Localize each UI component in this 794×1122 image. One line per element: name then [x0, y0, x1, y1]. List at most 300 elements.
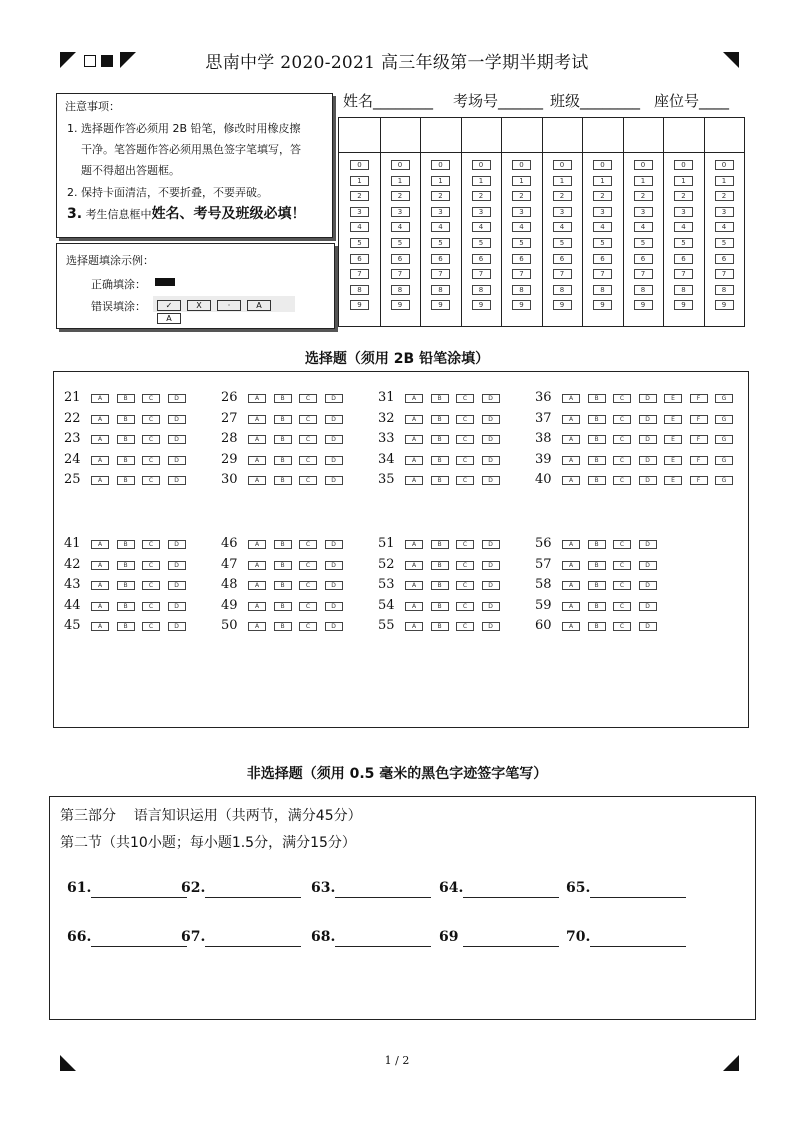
- option-bubble[interactable]: B: [588, 415, 606, 424]
- digit-bubble[interactable]: 8: [674, 285, 693, 295]
- option-bubble[interactable]: C: [142, 394, 160, 403]
- option-bubble[interactable]: B: [431, 602, 449, 611]
- option-bubble[interactable]: B: [588, 435, 606, 444]
- digit-bubble[interactable]: 1: [431, 176, 450, 186]
- option-bubble[interactable]: C: [142, 561, 160, 570]
- option-bubble[interactable]: G: [715, 476, 733, 485]
- option-bubble[interactable]: D: [325, 581, 343, 590]
- digit-bubble[interactable]: 8: [715, 285, 734, 295]
- option-bubble[interactable]: D: [482, 394, 500, 403]
- digit-bubble[interactable]: 3: [431, 207, 450, 217]
- option-bubble[interactable]: C: [299, 435, 317, 444]
- option-bubble[interactable]: A: [91, 476, 109, 485]
- option-bubble[interactable]: A: [91, 435, 109, 444]
- digit-bubble[interactable]: 7: [350, 269, 369, 279]
- option-bubble[interactable]: E: [664, 435, 682, 444]
- option-bubble[interactable]: D: [639, 456, 657, 465]
- digit-bubble[interactable]: 5: [431, 238, 450, 248]
- digit-bubble[interactable]: 7: [553, 269, 572, 279]
- question-number: 30: [221, 472, 238, 487]
- option-bubble[interactable]: D: [482, 581, 500, 590]
- option-bubble[interactable]: C: [142, 622, 160, 631]
- option-bubble[interactable]: A: [91, 415, 109, 424]
- option-bubble[interactable]: D: [168, 581, 186, 590]
- digit-bubble[interactable]: 6: [715, 254, 734, 264]
- digit-bubble[interactable]: 7: [391, 269, 410, 279]
- answer-blank-line[interactable]: [463, 946, 559, 947]
- digit-bubble[interactable]: 9: [512, 300, 531, 310]
- digit-bubble[interactable]: 3: [472, 207, 491, 217]
- option-bubble[interactable]: E: [664, 456, 682, 465]
- option-bubble[interactable]: B: [588, 456, 606, 465]
- digit-bubble[interactable]: 5: [634, 238, 653, 248]
- digit-bubble[interactable]: 3: [512, 207, 531, 217]
- digit-bubble[interactable]: 9: [391, 300, 410, 310]
- option-bubble[interactable]: D: [482, 540, 500, 549]
- option-bubble[interactable]: B: [431, 540, 449, 549]
- option-bubble[interactable]: D: [639, 540, 657, 549]
- option-bubble[interactable]: D: [482, 561, 500, 570]
- option-bubble[interactable]: D: [639, 602, 657, 611]
- option-bubble[interactable]: B: [274, 581, 292, 590]
- option-bubble[interactable]: B: [588, 476, 606, 485]
- option-bubble[interactable]: A: [562, 540, 580, 549]
- option-bubble[interactable]: B: [274, 415, 292, 424]
- option-bubble[interactable]: D: [639, 561, 657, 570]
- option-bubble[interactable]: G: [715, 435, 733, 444]
- option-bubble[interactable]: B: [588, 622, 606, 631]
- digit-bubble[interactable]: 3: [391, 207, 410, 217]
- option-bubble[interactable]: A: [562, 456, 580, 465]
- answer-blank-line[interactable]: [335, 897, 431, 898]
- digit-bubble[interactable]: 0: [472, 160, 491, 170]
- digit-bubble[interactable]: 1: [350, 176, 369, 186]
- option-bubble[interactable]: C: [142, 456, 160, 465]
- answer-blank-line[interactable]: [91, 897, 187, 898]
- option-bubble[interactable]: A: [91, 602, 109, 611]
- example-wrong-label: 错误填涂：: [91, 300, 146, 313]
- option-bubble[interactable]: A: [405, 602, 423, 611]
- digit-bubble[interactable]: 2: [634, 191, 653, 201]
- exam-room-field[interactable]: 考场号______: [453, 92, 544, 110]
- digit-bubble[interactable]: 8: [472, 285, 491, 295]
- digit-bubble[interactable]: 2: [715, 191, 734, 201]
- option-bubble[interactable]: C: [613, 602, 631, 611]
- digit-bubble[interactable]: 8: [553, 285, 572, 295]
- answer-blank-line[interactable]: [91, 946, 187, 947]
- option-bubble[interactable]: A: [248, 581, 266, 590]
- digit-bubble[interactable]: 3: [593, 207, 612, 217]
- digit-bubble[interactable]: 2: [391, 191, 410, 201]
- option-bubble[interactable]: B: [274, 456, 292, 465]
- option-bubble[interactable]: A: [248, 456, 266, 465]
- option-bubble[interactable]: D: [325, 561, 343, 570]
- digit-bubble[interactable]: 5: [715, 238, 734, 248]
- digit-bubble[interactable]: 5: [553, 238, 572, 248]
- digit-bubble[interactable]: 4: [715, 222, 734, 232]
- option-bubble[interactable]: B: [431, 622, 449, 631]
- digit-bubble[interactable]: 0: [553, 160, 572, 170]
- option-bubble[interactable]: C: [613, 540, 631, 549]
- option-bubble[interactable]: D: [168, 435, 186, 444]
- digit-bubble[interactable]: 4: [472, 222, 491, 232]
- option-bubble[interactable]: A: [405, 561, 423, 570]
- digit-bubble[interactable]: 4: [553, 222, 572, 232]
- digit-bubble[interactable]: 1: [593, 176, 612, 186]
- option-bubble[interactable]: E: [664, 415, 682, 424]
- option-bubble[interactable]: A: [248, 602, 266, 611]
- option-bubble[interactable]: C: [299, 540, 317, 549]
- digit-bubble[interactable]: 4: [634, 222, 653, 232]
- digit-bubble[interactable]: 1: [391, 176, 410, 186]
- digit-bubble[interactable]: 7: [715, 269, 734, 279]
- option-bubble[interactable]: B: [274, 602, 292, 611]
- example-wrong-bubble: A: [247, 300, 271, 311]
- digit-bubble[interactable]: 1: [674, 176, 693, 186]
- option-bubble[interactable]: D: [168, 602, 186, 611]
- option-bubble[interactable]: C: [299, 415, 317, 424]
- option-bubble[interactable]: C: [456, 415, 474, 424]
- option-bubble[interactable]: B: [117, 435, 135, 444]
- digit-bubble[interactable]: 3: [350, 207, 369, 217]
- option-bubble[interactable]: D: [482, 602, 500, 611]
- digit-bubble[interactable]: 0: [593, 160, 612, 170]
- option-bubble[interactable]: C: [142, 476, 160, 485]
- option-bubble[interactable]: D: [639, 476, 657, 485]
- digit-bubble[interactable]: 0: [350, 160, 369, 170]
- option-bubble[interactable]: D: [168, 415, 186, 424]
- answer-blank-line[interactable]: [590, 897, 686, 898]
- option-bubble[interactable]: C: [613, 415, 631, 424]
- option-bubble[interactable]: A: [405, 394, 423, 403]
- nc-section-heading: 第二节（共10小题；每小题1.5分，满分15分）: [60, 835, 356, 851]
- option-bubble[interactable]: B: [117, 622, 135, 631]
- option-bubble[interactable]: A: [562, 415, 580, 424]
- option-bubble[interactable]: B: [117, 394, 135, 403]
- option-bubble[interactable]: B: [431, 476, 449, 485]
- option-bubble[interactable]: A: [248, 476, 266, 485]
- digit-bubble[interactable]: 9: [593, 300, 612, 310]
- option-bubble[interactable]: B: [588, 394, 606, 403]
- digit-bubble[interactable]: 5: [391, 238, 410, 248]
- digit-bubble[interactable]: 6: [593, 254, 612, 264]
- digit-bubble[interactable]: 6: [553, 254, 572, 264]
- digit-bubble[interactable]: 9: [472, 300, 491, 310]
- answer-blank-line[interactable]: [205, 946, 301, 947]
- digit-bubble[interactable]: 4: [391, 222, 410, 232]
- option-bubble[interactable]: B: [431, 581, 449, 590]
- option-bubble[interactable]: C: [299, 456, 317, 465]
- option-bubble[interactable]: C: [613, 435, 631, 444]
- option-bubble[interactable]: C: [456, 476, 474, 485]
- digit-bubble[interactable]: 8: [512, 285, 531, 295]
- option-bubble[interactable]: B: [117, 561, 135, 570]
- option-bubble[interactable]: D: [325, 476, 343, 485]
- option-bubble[interactable]: G: [715, 415, 733, 424]
- digit-bubble[interactable]: 1: [553, 176, 572, 186]
- digit-bubble[interactable]: 8: [391, 285, 410, 295]
- option-bubble[interactable]: A: [405, 456, 423, 465]
- digit-bubble[interactable]: 6: [674, 254, 693, 264]
- digit-bubble[interactable]: 9: [715, 300, 734, 310]
- option-bubble[interactable]: C: [456, 435, 474, 444]
- option-bubble[interactable]: B: [274, 622, 292, 631]
- option-bubble[interactable]: C: [299, 394, 317, 403]
- question-number: 54: [378, 597, 395, 613]
- option-bubble[interactable]: A: [91, 581, 109, 590]
- option-bubble[interactable]: G: [715, 456, 733, 465]
- option-bubble[interactable]: B: [588, 540, 606, 549]
- name-field[interactable]: 姓名________: [343, 92, 434, 110]
- answer-blank-line[interactable]: [205, 897, 301, 898]
- digit-bubble[interactable]: 9: [674, 300, 693, 310]
- option-bubble[interactable]: A: [562, 435, 580, 444]
- digit-bubble[interactable]: 8: [593, 285, 612, 295]
- option-bubble[interactable]: D: [168, 456, 186, 465]
- option-bubble[interactable]: A: [248, 415, 266, 424]
- option-bubble[interactable]: C: [299, 602, 317, 611]
- option-bubble[interactable]: C: [142, 540, 160, 549]
- option-bubble[interactable]: A: [248, 435, 266, 444]
- option-bubble[interactable]: A: [91, 540, 109, 549]
- option-bubble[interactable]: A: [91, 394, 109, 403]
- option-bubble[interactable]: A: [562, 561, 580, 570]
- option-bubble[interactable]: B: [588, 561, 606, 570]
- digit-bubble[interactable]: 8: [431, 285, 450, 295]
- option-bubble[interactable]: D: [168, 561, 186, 570]
- digit-bubble[interactable]: 9: [634, 300, 653, 310]
- digit-bubble[interactable]: 9: [553, 300, 572, 310]
- digit-bubble[interactable]: 0: [391, 160, 410, 170]
- option-bubble[interactable]: B: [117, 476, 135, 485]
- option-bubble[interactable]: D: [482, 415, 500, 424]
- option-bubble[interactable]: A: [405, 435, 423, 444]
- option-bubble[interactable]: D: [639, 581, 657, 590]
- option-bubble[interactable]: B: [117, 581, 135, 590]
- option-bubble[interactable]: C: [613, 394, 631, 403]
- digit-bubble[interactable]: 4: [350, 222, 369, 232]
- option-bubble[interactable]: C: [142, 581, 160, 590]
- option-bubble[interactable]: C: [299, 622, 317, 631]
- option-bubble[interactable]: A: [248, 394, 266, 403]
- question-number: 43: [64, 577, 81, 592]
- option-bubble[interactable]: A: [405, 415, 423, 424]
- option-bubble[interactable]: C: [456, 622, 474, 631]
- option-bubble[interactable]: B: [588, 602, 606, 611]
- digit-bubble[interactable]: 5: [674, 238, 693, 248]
- example-correct-mark: [155, 278, 175, 286]
- option-bubble[interactable]: A: [405, 540, 423, 549]
- option-bubble[interactable]: D: [325, 456, 343, 465]
- digit-bubble[interactable]: 3: [715, 207, 734, 217]
- answer-blank-line[interactable]: [335, 946, 431, 947]
- digit-bubble[interactable]: 9: [431, 300, 450, 310]
- option-bubble[interactable]: A: [248, 561, 266, 570]
- digit-bubble[interactable]: 2: [350, 191, 369, 201]
- digit-bubble[interactable]: 4: [431, 222, 450, 232]
- digit-bubble[interactable]: 9: [350, 300, 369, 310]
- digit-bubble[interactable]: 0: [674, 160, 693, 170]
- digit-bubble[interactable]: 1: [634, 176, 653, 186]
- digit-bubble[interactable]: 8: [350, 285, 369, 295]
- option-bubble[interactable]: A: [562, 394, 580, 403]
- option-bubble[interactable]: D: [639, 622, 657, 631]
- digit-bubble[interactable]: 6: [634, 254, 653, 264]
- option-bubble[interactable]: B: [117, 540, 135, 549]
- class-field[interactable]: 班级________: [550, 92, 641, 110]
- option-bubble[interactable]: F: [690, 394, 708, 403]
- option-bubble[interactable]: C: [142, 435, 160, 444]
- digit-bubble[interactable]: 3: [553, 207, 572, 217]
- digit-bubble[interactable]: 7: [512, 269, 531, 279]
- option-bubble[interactable]: C: [299, 581, 317, 590]
- option-bubble[interactable]: C: [456, 394, 474, 403]
- digit-bubble[interactable]: 8: [634, 285, 653, 295]
- option-bubble[interactable]: B: [117, 602, 135, 611]
- option-bubble[interactable]: E: [664, 394, 682, 403]
- option-bubble[interactable]: F: [690, 456, 708, 465]
- digit-bubble[interactable]: 2: [472, 191, 491, 201]
- option-bubble[interactable]: E: [664, 476, 682, 485]
- digit-bubble[interactable]: 5: [512, 238, 531, 248]
- digit-bubble[interactable]: 6: [512, 254, 531, 264]
- option-bubble[interactable]: D: [482, 435, 500, 444]
- option-bubble[interactable]: D: [325, 394, 343, 403]
- digit-bubble[interactable]: 2: [512, 191, 531, 201]
- digit-bubble[interactable]: 4: [593, 222, 612, 232]
- option-bubble[interactable]: B: [274, 435, 292, 444]
- digit-bubble[interactable]: 6: [472, 254, 491, 264]
- option-bubble[interactable]: D: [639, 394, 657, 403]
- option-bubble[interactable]: C: [456, 561, 474, 570]
- option-bubble[interactable]: C: [613, 476, 631, 485]
- option-bubble[interactable]: B: [431, 394, 449, 403]
- option-bubble[interactable]: D: [639, 435, 657, 444]
- digit-bubble[interactable]: 5: [472, 238, 491, 248]
- option-bubble[interactable]: A: [562, 476, 580, 485]
- digit-bubble[interactable]: 1: [715, 176, 734, 186]
- option-bubble[interactable]: A: [248, 540, 266, 549]
- digit-bubble[interactable]: 5: [350, 238, 369, 248]
- digit-bubble[interactable]: 0: [634, 160, 653, 170]
- digit-bubble[interactable]: 7: [472, 269, 491, 279]
- option-bubble[interactable]: C: [613, 622, 631, 631]
- option-bubble[interactable]: A: [405, 622, 423, 631]
- option-bubble[interactable]: A: [91, 622, 109, 631]
- grid-column-divider: [461, 118, 462, 326]
- option-bubble[interactable]: B: [274, 476, 292, 485]
- notice-header: 注意事项：: [65, 100, 120, 113]
- option-bubble[interactable]: G: [715, 394, 733, 403]
- option-bubble[interactable]: D: [325, 622, 343, 631]
- digit-bubble[interactable]: 2: [593, 191, 612, 201]
- option-bubble[interactable]: C: [613, 456, 631, 465]
- option-bubble[interactable]: D: [482, 622, 500, 631]
- option-bubble[interactable]: D: [482, 456, 500, 465]
- option-bubble[interactable]: A: [91, 456, 109, 465]
- option-bubble[interactable]: C: [456, 456, 474, 465]
- digit-bubble[interactable]: 0: [715, 160, 734, 170]
- digit-bubble[interactable]: 2: [674, 191, 693, 201]
- digit-bubble[interactable]: 7: [634, 269, 653, 279]
- answer-blank-line[interactable]: [590, 946, 686, 947]
- option-bubble[interactable]: D: [168, 622, 186, 631]
- option-bubble[interactable]: A: [91, 561, 109, 570]
- option-bubble[interactable]: D: [482, 476, 500, 485]
- option-bubble[interactable]: C: [613, 581, 631, 590]
- option-bubble[interactable]: B: [274, 540, 292, 549]
- digit-bubble[interactable]: 3: [634, 207, 653, 217]
- option-bubble[interactable]: F: [690, 476, 708, 485]
- option-bubble[interactable]: C: [142, 415, 160, 424]
- option-bubble[interactable]: B: [431, 456, 449, 465]
- option-bubble[interactable]: A: [405, 581, 423, 590]
- option-bubble[interactable]: C: [613, 561, 631, 570]
- option-bubble[interactable]: B: [431, 435, 449, 444]
- option-bubble[interactable]: C: [299, 561, 317, 570]
- option-bubble[interactable]: C: [456, 581, 474, 590]
- option-bubble[interactable]: C: [456, 540, 474, 549]
- question-number: 48: [221, 577, 238, 592]
- digit-bubble[interactable]: 4: [512, 222, 531, 232]
- option-bubble[interactable]: D: [168, 476, 186, 485]
- option-bubble[interactable]: B: [117, 456, 135, 465]
- digit-bubble[interactable]: 5: [593, 238, 612, 248]
- digit-bubble[interactable]: 1: [512, 176, 531, 186]
- option-bubble[interactable]: A: [562, 581, 580, 590]
- option-bubble[interactable]: F: [690, 415, 708, 424]
- digit-bubble[interactable]: 0: [512, 160, 531, 170]
- digit-bubble[interactable]: 3: [674, 207, 693, 217]
- option-bubble[interactable]: D: [168, 394, 186, 403]
- option-bubble[interactable]: C: [456, 602, 474, 611]
- option-bubble[interactable]: C: [142, 602, 160, 611]
- option-bubble[interactable]: A: [405, 476, 423, 485]
- nc-section-title: 非选择题（须用 0.5 毫米的黑色字迹签字笔写）: [246, 766, 548, 782]
- digit-bubble[interactable]: 4: [674, 222, 693, 232]
- option-bubble[interactable]: B: [117, 415, 135, 424]
- option-bubble[interactable]: D: [325, 415, 343, 424]
- option-bubble[interactable]: D: [639, 415, 657, 424]
- digit-bubble[interactable]: 7: [674, 269, 693, 279]
- option-bubble[interactable]: A: [562, 602, 580, 611]
- option-bubble[interactable]: D: [325, 602, 343, 611]
- digit-bubble[interactable]: 6: [431, 254, 450, 264]
- digit-bubble[interactable]: 6: [350, 254, 369, 264]
- option-bubble[interactable]: B: [588, 581, 606, 590]
- option-bubble[interactable]: A: [248, 622, 266, 631]
- option-bubble[interactable]: B: [431, 415, 449, 424]
- option-bubble[interactable]: D: [325, 540, 343, 549]
- answer-blank-line[interactable]: [463, 897, 559, 898]
- digit-bubble[interactable]: 7: [593, 269, 612, 279]
- option-bubble[interactable]: B: [274, 561, 292, 570]
- option-bubble[interactable]: C: [299, 476, 317, 485]
- option-bubble[interactable]: D: [325, 435, 343, 444]
- digit-bubble[interactable]: 7: [431, 269, 450, 279]
- option-bubble[interactable]: F: [690, 435, 708, 444]
- digit-bubble[interactable]: 0: [431, 160, 450, 170]
- option-bubble[interactable]: D: [168, 540, 186, 549]
- digit-bubble[interactable]: 2: [553, 191, 572, 201]
- digit-bubble[interactable]: 1: [472, 176, 491, 186]
- option-bubble[interactable]: B: [274, 394, 292, 403]
- digit-bubble[interactable]: 6: [391, 254, 410, 264]
- option-bubble[interactable]: B: [431, 561, 449, 570]
- seat-field[interactable]: 座位号____: [654, 92, 730, 110]
- digit-bubble[interactable]: 2: [431, 191, 450, 201]
- option-bubble[interactable]: A: [562, 622, 580, 631]
